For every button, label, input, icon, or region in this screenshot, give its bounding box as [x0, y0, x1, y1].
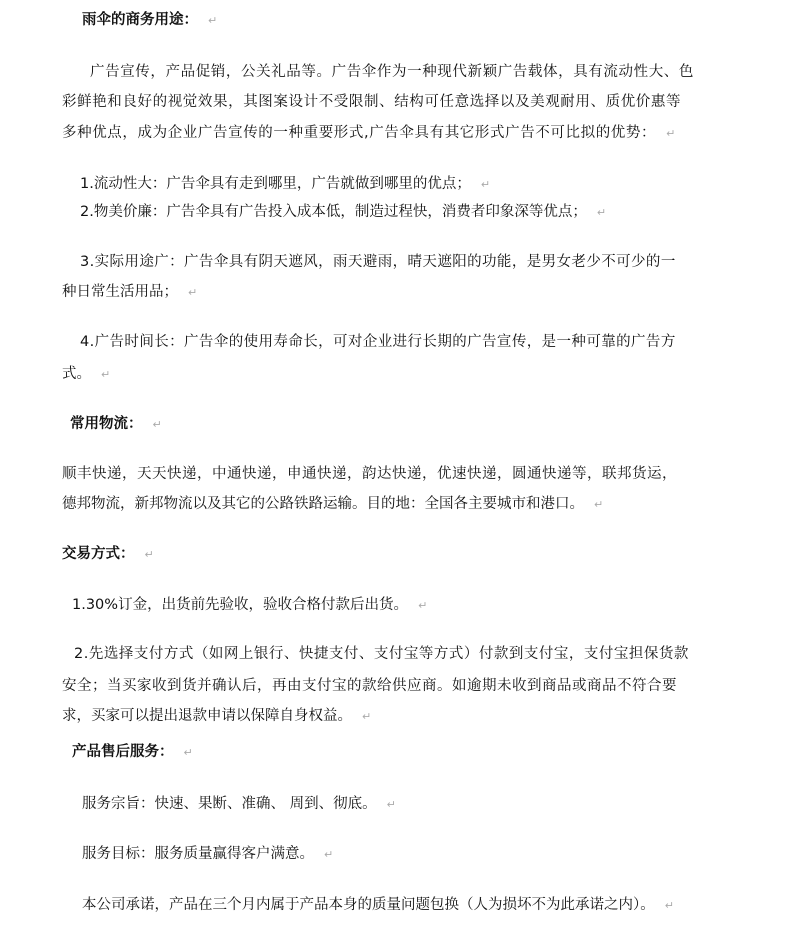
paragraph-line: 广告宣传，产品促销，公关礼品等。广告伞作为一种现代新颖广告载体，具有流动性大、色 [90, 64, 694, 80]
list-item: 种日常生活用品； ↵ [62, 282, 197, 303]
list-item: 2.物美价廉：广告伞具有广告投入成本低，制造过程快，消费者印象深等优点； ↵ [80, 202, 606, 223]
list-item: 式。 ↵ [62, 364, 110, 385]
heading-umbrella-usage: 雨伞的商务用途： ↵ [82, 10, 217, 31]
paragraph-line: 德邦物流，新邦物流以及其它的公路铁路运输。目的地：全国各主要城市和港口。 ↵ [62, 494, 603, 515]
list-item: 求，买家可以提出退款申请以保障自身权益。 ↵ [62, 706, 371, 727]
paragraph-line: 多种优点，成为企业广告宣传的一种重要形式,广告伞具有其它形式广告不可比拟的优势： ↵ [62, 123, 676, 144]
list-item: 3.实际用途广：广告伞具有阴天遮风，雨天避雨，晴天遮阳的功能，是男女老少不可少的一 [80, 254, 676, 270]
list-item: 4.广告时间长：广告伞的使用寿命长，可对企业进行长期的广告宣传，是一种可靠的广告方 [80, 334, 676, 350]
service-tenet: 服务宗旨：快速、果断、准确、 周到、彻底。 ↵ [82, 794, 396, 815]
paragraph-line: 顺丰快递，天天快递，中通快递，申通快递，韵达快递，优速快递，圆通快递等，联邦货运， [62, 466, 677, 482]
list-item: 安全；当买家收到货并确认后，再由支付宝的款给供应商。如逾期未收到商品或商品不符合要 [62, 678, 677, 694]
list-item: 2.先选择支付方式（如网上银行、快捷支付、支付宝等方式）付款到支付宝，支付宝担保货款 [74, 646, 689, 662]
list-item: 1.30%订金，出货前先验收，验收合格付款后出货。 ↵ [72, 595, 427, 616]
service-goal: 服务目标：服务质量赢得客户满意。 ↵ [82, 844, 333, 865]
service-promise: 本公司承诺，产品在三个月内属于产品本身的质量问题包换（人为损坏不为此承诺之内）。 ↵ [82, 895, 674, 916]
heading-after-sales: 产品售后服务： ↵ [72, 742, 193, 763]
paragraph-line: 彩鲜艳和良好的视觉效果，其图案设计不受限制、结构可任意选择以及美观耐用、质优价惠等 [62, 94, 682, 110]
heading-logistics: 常用物流： ↵ [70, 414, 162, 435]
heading-trade-method: 交易方式： ↵ [62, 544, 154, 565]
list-item: 1.流动性大：广告伞具有走到哪里，广告就做到哪里的优点； ↵ [80, 174, 490, 195]
